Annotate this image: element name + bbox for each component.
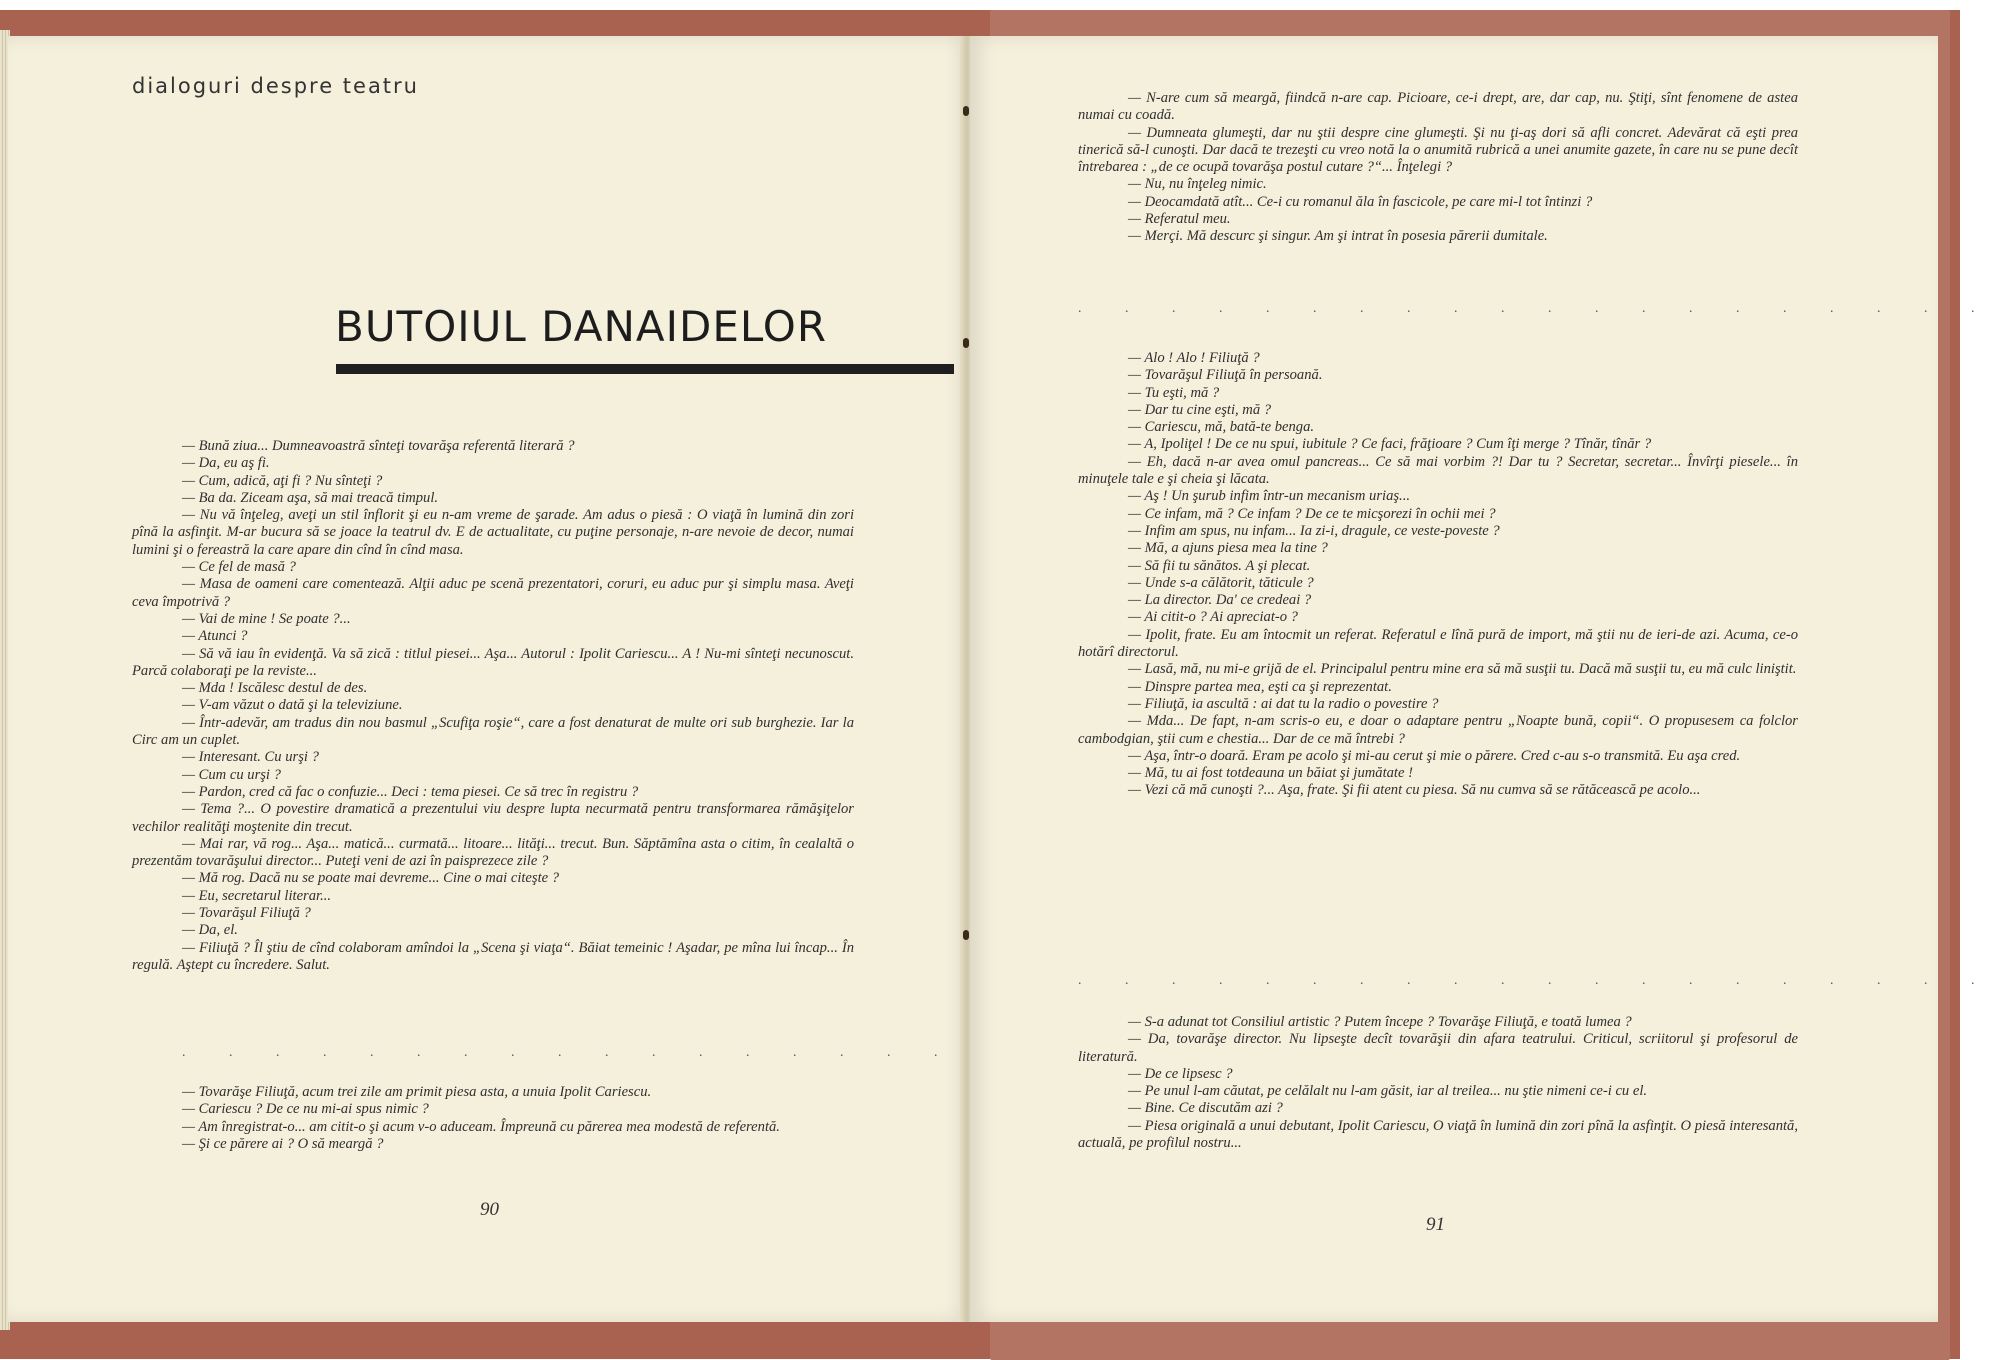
section-separator: . . . . . . . . . . . . . . . . . . . . bbox=[1078, 973, 1995, 988]
section-separator: . . . . . . . . . . . . . . . . . . . . bbox=[1078, 301, 1995, 316]
dialogue-line: — Mda ! Iscălesc destul de des. bbox=[182, 680, 368, 697]
page-number: 90 bbox=[480, 1199, 499, 1220]
chapter-title: BUTOIUL DANAIDELOR bbox=[335, 302, 828, 351]
dialogue-line: — Mă, tu ai fost totdeauna un băiat şi jumătate ! bbox=[1128, 765, 1413, 782]
dialogue-line: — Unde s-a călătorit, tăticule ? bbox=[1128, 574, 1314, 591]
dialogue-line: — Da, el. bbox=[182, 922, 238, 939]
dialogue-line: — Cum, adică, aţi fi ? Nu sînteţi ? bbox=[182, 472, 383, 489]
dialogue-line: — Ai citit-o ? Ai apreciat-o ? bbox=[1128, 609, 1298, 626]
dialogue-line: — Tovarăşe Filiuţă, acum trei zile am primit piesa asta, a unuia Ipolit Cariescu. bbox=[182, 1084, 652, 1100]
section-separator: . . . . . . . . . . . . . . . . . bbox=[182, 1045, 958, 1060]
dialogue-line: — Tu eşti, mă ? bbox=[1128, 384, 1220, 401]
dialogue-line: — Atunci ? bbox=[182, 628, 248, 645]
dialogue-line: — S-a adunat tot Consiliul artistic ? Putem începe ? Tovarăşe Filiuţă, e toată lumea ? bbox=[1128, 1014, 1632, 1030]
dialogue-line: — Pe unul l-am căutat, pe celălalt nu l-am găsit, iar al treilea... nu ştie nimeni ce-i cu el. bbox=[1128, 1083, 1648, 1100]
dialogue-line: — Filiuţă ? Îl ştiu de cînd colaboram amîndoi la „Scena şi viaţa“. Băiat temeinic ! Aşadar, pe mîna lui încap... În regulă. Aştept cu încredere. Salut. bbox=[132, 939, 854, 973]
dialogue-line: — Nu vă înţeleg, aveţi un stil înflorit şi eu n-am vreme de şarade. Am adus o piesă : O viaţă în lumină din zori pînă la asfinţit. M-ar bucura să se joace la teatrul dv. E de actualitate, cu puţine personaje, n-are nevoie de decor, numai lumini şi o fereastră la care apare din cînd în cînd masa. bbox=[132, 507, 854, 558]
left-dialogue-block-1 bbox=[132, 438, 854, 974]
dialogue-line: — Vai de mine ! Se poate ?... bbox=[182, 610, 351, 627]
dialogue-line: — Lasă, mă, nu mi-e grijă de el. Principalul pentru mine era să mă susţii tu. Dacă mă susţii tu, eu mă culc liniştit. bbox=[1128, 661, 1797, 678]
dialogue-line: — Mda... De fapt, n-am scris-o eu, e doar o adaptare pentru „Noapte bună, copii“. O propusesem ca folclor cambodgian, ştii cum e chestia... Dar de ce mă întrebi ? bbox=[1078, 713, 1798, 747]
dialogue-line: — Da, tovarăşe director. Nu lipseşte decît tovarăşii din afara teatrului. Criticul, scriitorul şi profesorul de literatură. bbox=[1078, 1031, 1798, 1065]
dialogue-line: — N-are cum să meargă, fiindcă n-are cap. Picioare, ce-i drept, are, dar cap, nu. Ştiţi, sînt fenomene de astea numai cu coadă. bbox=[1078, 90, 1798, 124]
dialogue-line: — A, Ipoliţel ! De ce nu spui, iubitule ? Ce faci, frăţioare ? Cum îţi merge ? Tînăr, tînăr ? bbox=[1128, 436, 1652, 453]
dialogue-line: — Să vă iau în evidenţă. Va să zică : titlul piesei... Aşa... Autorul : Ipolit Cariescu... A ! Nu-mi sînteţi necunoscut. Parcă colaboraţi pe la reviste... bbox=[132, 645, 854, 679]
dialogue-line: — Mă, a ajuns piesa mea la tine ? bbox=[1128, 540, 1328, 557]
dialogue-line: — Filiuţă, ia ascultă : ai dat tu la radio o povestire ? bbox=[1128, 695, 1439, 712]
dialogue-line: — Eu, secretarul literar... bbox=[182, 887, 332, 904]
dialogue-line: — Am înregistrat-o... am citit-o şi acum v-o aduceam. Împreună cu părerea mea modestă de referentă. bbox=[182, 1118, 780, 1135]
dialogue-line: — Interesant. Cu urşi ? bbox=[182, 749, 319, 766]
left-dialogue-block-2 bbox=[132, 1084, 854, 1153]
right-dialogue-block-1 bbox=[1078, 90, 1798, 246]
dialogue-line: — Masa de oameni care comentează. Alţii aduc pe scenă prezentatori, coruri, eu aduc pur şi simplu masa. Aveţi ceva împotrivă ? bbox=[132, 576, 854, 610]
dialogue-line: — Alo ! Alo ! Filiuţă ? bbox=[1128, 350, 1260, 366]
dialogue-line: — Dumneata glumeşti, dar nu ştii despre cine glumeşti. Şi nu ţi-aş dori să afli concret. Adevărat că eşti prea tinerică să-l cunoşti. Dar dacă te trezeşti cu vreo notă la o anumită rubrică a unei anumite gazete, în care nu se pune decît întrebarea : „de ce ocupă tovarăşa postul cutare ?“... Înţelegi ? bbox=[1078, 124, 1798, 176]
dialogue-line: — Referatul meu. bbox=[1128, 211, 1231, 228]
dialogue-line: — V-am văzut o dată şi la televiziune. bbox=[182, 697, 403, 714]
dialogue-line: — Infim am spus, nu infam... Ia zi-i, dragule, ce veste-poveste ? bbox=[1128, 522, 1500, 539]
dialogue-line: — Piesa originală a unui debutant, Ipolit Cariescu, O viaţă în lumină din zori pînă la asfinţit. O piesă interesantă, actuală, pe profilul nostru... bbox=[1078, 1117, 1798, 1152]
dialogue-line: — Da, eu aş fi. bbox=[182, 455, 270, 472]
left-page bbox=[8, 36, 970, 1322]
dialogue-line: — Ipolit, frate. Eu am întocmit un referat. Referatul e lînă pură de import, mă ştii nu de ieri-de azi. Acuma, ce-o hotărî directorul. bbox=[1078, 626, 1798, 661]
dialogue-line: — Merçi. Mă descurc şi singur. Am şi intrat în posesia părerii dumitale. bbox=[1128, 228, 1548, 245]
dialogue-line: — Ce infam, mă ? Ce infam ? De ce te micşorezi în ochii mei ? bbox=[1128, 505, 1496, 522]
dialogue-line: — Tovarăşul Filiuţă ? bbox=[182, 905, 311, 922]
dialogue-line: — Ba da. Ziceam aşa, să mai treacă timpul. bbox=[182, 489, 439, 506]
running-header: dialoguri despre teatru bbox=[132, 74, 419, 98]
dialogue-line: — Ce fel de masă ? bbox=[182, 559, 296, 576]
dialogue-line: — Aşa, într-o doară. Eram pe acolo şi mi-au cerut şi mie o părere. Cred c-au s-o transmită. Eu aşa cred. bbox=[1128, 747, 1741, 764]
ink-mark bbox=[963, 106, 969, 116]
dialogue-line: — Bine. Ce discutăm azi ? bbox=[1128, 1100, 1283, 1117]
ink-mark bbox=[963, 338, 969, 348]
ink-mark bbox=[963, 930, 969, 940]
dialogue-line: — La director. Da' ce credeai ? bbox=[1128, 592, 1312, 609]
page-number: 91 bbox=[1426, 1214, 1445, 1235]
dialogue-line: — Nu, nu înţeleg nimic. bbox=[1128, 176, 1267, 193]
dialogue-line: — Vezi că mă cunoşti ?... Aşa, frate. Şi fii atent cu piesa. Să nu cumva să se rătăcească pe acolo... bbox=[1128, 782, 1701, 799]
dialogue-line: — Cariescu ? De ce nu mi-ai spus nimic ? bbox=[182, 1101, 429, 1118]
dialogue-line: — Mă rog. Dacă nu se poate mai devreme... Cine o mai citeşte ? bbox=[182, 870, 560, 887]
dialogue-line: — Dar tu cine eşti, mă ? bbox=[1128, 401, 1272, 418]
dialogue-line: — Tovarăşul Filiuţă în persoană. bbox=[1128, 367, 1323, 384]
right-dialogue-block-2 bbox=[1078, 350, 1798, 800]
dialogue-line: — Mai rar, vă rog... Aşa... matică... curmată... litoare... lităţi... trecut. Bun. Săptămîna asta o citim, în cealaltă o prezentăm tovarăşului director... Puteţi veni de azi în paisprezece zile ? bbox=[132, 835, 854, 870]
dialogue-line: — Într-adevăr, am tradus din nou basmul „Scufiţa roşie“, care a fost denaturat de multe ori sub burghezie. Iar la Circ am un cuplet. bbox=[132, 714, 854, 749]
dialogue-line: — Să fii tu sănătos. A şi plecat. bbox=[1128, 557, 1311, 574]
dialogue-line: — Pardon, cred că fac o confuzie... Deci : tema piesei. Ce să trec în registru ? bbox=[182, 783, 639, 800]
dialogue-line: — Şi ce părere ai ? O să meargă ? bbox=[182, 1135, 384, 1152]
dialogue-line: — Cariescu, mă, bată-te benga. bbox=[1128, 419, 1315, 436]
dialogue-line: — Aş ! Un şurub infim într-un mecanism uriaş... bbox=[1128, 488, 1410, 505]
dialogue-line: — De ce lipsesc ? bbox=[1128, 1065, 1233, 1082]
dialogue-line: — Eh, dacă n-ar avea omul pancreas... Ce să mai vorbim ?! Dar tu ? Secretar, secretar... Învîrţi piesele... în minuţele tale e şi cheia şi lăcata. bbox=[1078, 453, 1798, 488]
dialogue-line: — Dinspre partea mea, eşti ca şi reprezentat. bbox=[1128, 678, 1392, 695]
right-dialogue-block-3 bbox=[1078, 1014, 1798, 1152]
title-rule bbox=[336, 364, 954, 374]
right-page bbox=[970, 36, 1995, 1322]
dialogue-line: — Bună ziua... Dumneavoastră sînteţi tovarăşa referentă literară ? bbox=[182, 438, 575, 454]
dialogue-line: — Cum cu urşi ? bbox=[182, 766, 281, 783]
dialogue-line: — Tema ?... O povestire dramatică a prezentului viu despre lupta necurmată pentru transformarea rămăşiţelor vechilor realităţi moştenite din trecut. bbox=[132, 801, 854, 835]
dialogue-line: — Deocamdată atît... Ce-i cu romanul ăla în fascicole, pe care mi-l tot întinzi ? bbox=[1128, 193, 1593, 210]
